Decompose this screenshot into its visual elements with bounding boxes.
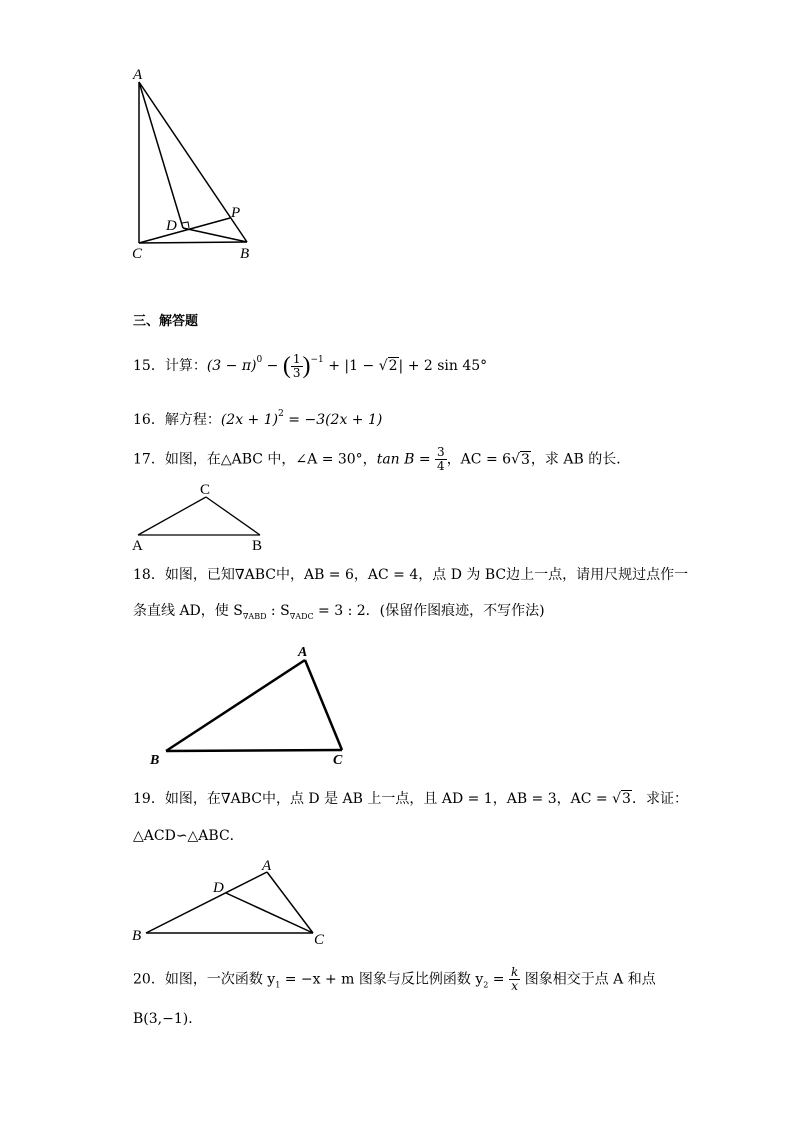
q19-label-b: B xyxy=(132,928,142,944)
q18-line2-c: = 3 : 2．(保留作图痕迹，不写作法) xyxy=(313,603,545,619)
label-c: C xyxy=(132,246,143,262)
q17-ac: ，AC = 6 xyxy=(446,451,512,468)
question-18-line1: 18．如图，已知∇ABC中，AB = 6，AC = 4，点 D 为 BC边上一点，请用尺规过点作一 xyxy=(133,567,689,583)
segment-ad xyxy=(139,82,183,228)
q15-frac-num: 1 xyxy=(292,351,301,366)
q18-label-b: B xyxy=(150,753,160,768)
q20-sub2: 2 xyxy=(483,980,489,990)
q17-sqrt-value: 3 xyxy=(520,451,530,468)
segment-cp xyxy=(139,218,230,243)
sqrt-icon: √ xyxy=(612,791,622,807)
q20-sub1: 1 xyxy=(275,980,281,990)
q16-lhs-exp: 2 xyxy=(278,409,284,419)
sqrt-icon: √ xyxy=(511,451,520,468)
q19-line1-b: ．求证： xyxy=(631,791,688,807)
q15-frac-den: 3 xyxy=(292,365,301,380)
segment-cb xyxy=(139,242,247,243)
q17-frac-num: 3 xyxy=(437,445,445,459)
q20-line1-a: 20．如图，一次函数 y xyxy=(133,971,276,988)
q17-frac-den: 4 xyxy=(437,459,445,473)
q15-abs-start: + |1 − xyxy=(323,358,379,374)
q20-frac-den: x xyxy=(511,979,519,993)
segment-db xyxy=(183,228,247,242)
q17-fraction xyxy=(435,446,447,473)
q15-paren-right: ) xyxy=(302,353,311,379)
q19-label-c: C xyxy=(314,932,325,948)
q16-rhs: = −3(2x + 1) xyxy=(283,412,383,428)
q18-line2-b: : S xyxy=(266,603,290,619)
question-18-line2 xyxy=(133,601,545,627)
q18-sub2: ∇ADC xyxy=(289,612,314,621)
q17-segment-cb xyxy=(206,497,260,535)
q16-lhs: (2x + 1) xyxy=(220,412,279,428)
q17-segment-ac xyxy=(138,497,206,535)
q17-text: 17．如图，在△ABC 中，∠A = 30°， xyxy=(133,451,377,468)
q18-line2-a: 条直线 AD，使 S xyxy=(133,603,243,619)
q17-tail: ，求 AB 的长． xyxy=(530,451,631,468)
q18-label-c: C xyxy=(333,753,343,768)
q19-label-a: A xyxy=(262,858,272,874)
q18-segment-ac xyxy=(305,660,342,750)
label-p: P xyxy=(231,205,241,221)
q19-segment-dc xyxy=(226,893,313,933)
q19-segment-ba xyxy=(146,872,267,933)
sqrt-icon: √ xyxy=(378,358,388,374)
question-17 xyxy=(133,446,630,473)
q20-line1-d: 图象相交于点 A 和点 xyxy=(520,971,656,988)
q15-abs-end: | + 2 sin 45° xyxy=(398,358,488,374)
q15-fraction xyxy=(291,353,303,380)
question-20-line2: B(3,−1)． xyxy=(133,1011,203,1027)
q18-sub1: ∇ABD xyxy=(242,612,267,621)
q20-fraction xyxy=(509,966,520,993)
q18-segment-ab xyxy=(166,660,305,751)
q15-term1-exp: 0 xyxy=(256,355,263,365)
label-d: D xyxy=(166,218,177,234)
q18-label-a: A xyxy=(298,645,308,660)
q15-sqrt-value: 2 xyxy=(388,358,398,374)
question-15 xyxy=(133,350,487,380)
q17-label-a: A xyxy=(132,538,143,553)
q17-label-c: C xyxy=(200,482,211,498)
q20-line1-c: = xyxy=(488,971,509,988)
figure-q19-triangle xyxy=(128,855,338,950)
q20-frac-num: k xyxy=(511,965,519,979)
q17-label-b: B xyxy=(252,538,263,553)
q15-term1: (3 − π) xyxy=(206,358,257,374)
q19-sqrt-value: 3 xyxy=(622,791,631,807)
question-20-line1 xyxy=(133,966,656,996)
question-19-line1 xyxy=(133,789,688,809)
q15-paren-left: ( xyxy=(282,353,291,379)
section-heading: 三、解答题 xyxy=(133,314,199,329)
question-19-line2: △ACD∽△ABC． xyxy=(133,828,244,844)
figure-q17-triangle xyxy=(128,478,268,553)
q19-line1-a: 19．如图，在∇ABC中，点 D 是 AB 上一点，且 AD = 1，AB = 3，AC = xyxy=(133,791,613,807)
figure-q18-triangle xyxy=(145,638,360,770)
q19-label-d: D xyxy=(213,880,224,896)
label-a: A xyxy=(133,67,143,83)
label-b: B xyxy=(240,246,250,262)
q15-number: 15．计算： xyxy=(133,358,207,374)
q16-number: 16．解方程： xyxy=(133,412,221,428)
q15-minus: − xyxy=(262,358,283,374)
figure-triangle-apdcb xyxy=(125,62,265,267)
q17-tan: tan B = xyxy=(376,451,436,468)
q20-line1-b: = −x + m 图象与反比例函数 y xyxy=(280,971,484,988)
q19-segment-ac xyxy=(267,872,313,933)
question-16 xyxy=(133,404,382,430)
q18-segment-bc xyxy=(166,750,342,751)
q15-term2-exp: −1 xyxy=(310,355,324,365)
